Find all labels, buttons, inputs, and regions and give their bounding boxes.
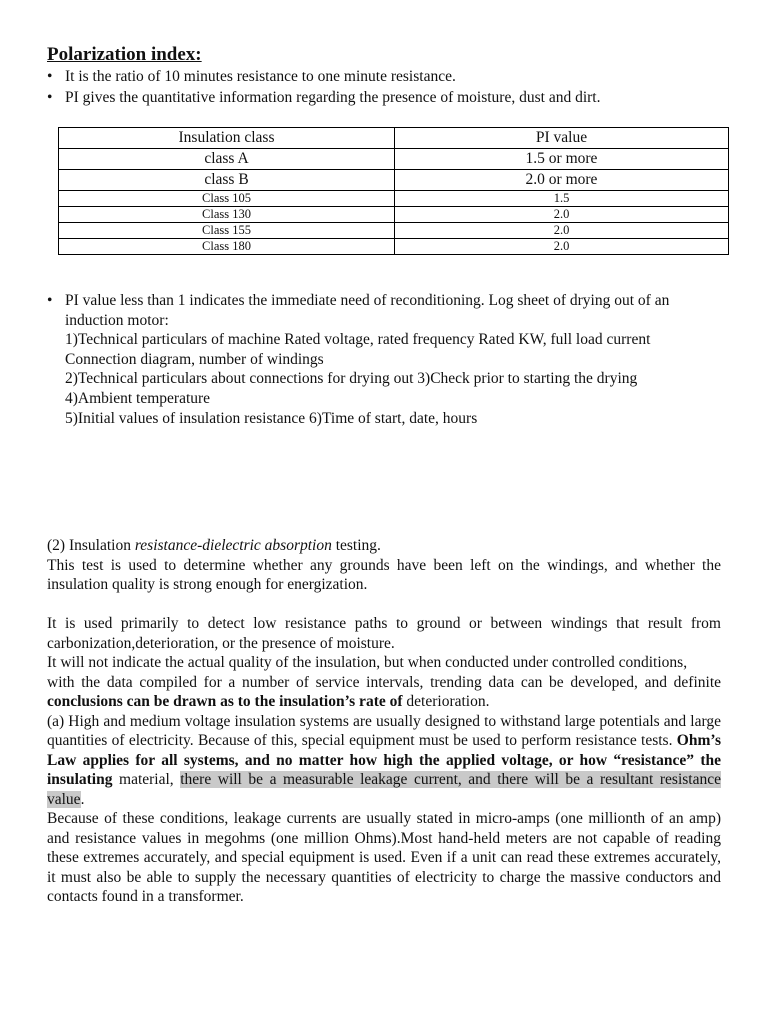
text-span: (a) High and medium voltage insulation systems are usually designed to withstand large potentials and large quantities of electricity. Because of this, special equipment must be used to perform resistance tests.: [47, 712, 721, 749]
paragraph: [47, 673, 721, 712]
list-item: • PI gives the quantitative information regarding the presence of moisture, dust and dirt.: [47, 87, 727, 108]
log-item: 1)Technical particulars of machine Rated voltage, rated frequency Rated KW, full load current Connection diagram, number of windings: [65, 331, 651, 368]
paragraph: It will not indicate the actual quality of the insulation, but when conducted under controlled conditions,: [47, 654, 688, 671]
paragraph: It is used primarily to detect low resistance paths to ground or between windings that result from carbonization,deterioration, or the presence of moisture.: [47, 615, 721, 652]
paragraph-gap: [47, 595, 721, 615]
pi-value-cell: 2.0: [395, 207, 729, 223]
paragraph: Because of these conditions, leakage currents are usually stated in micro-amps (one millionth of an amp) and resistance values in megohms (one million Ohms).Most hand-held meters are not capable of reading these extremes accurately, and special equipment is used. Even if a unit can read these extremes accurately, it must also be able to supply the necessary quantities of electricity to charge the massive conductors and contacts found in a transformer.: [47, 810, 721, 905]
text-span: .: [80, 790, 85, 808]
text-span: with the data compiled for a number of service intervals, trending data can be developed, and definite: [47, 673, 721, 691]
insulation-class-cell: Class 155: [59, 223, 395, 239]
pi-value-cell: 2.0: [395, 223, 729, 239]
table-row: [59, 239, 729, 255]
heading-italic: resistance-dielectric absorption: [134, 537, 332, 554]
pi-value-cell: 1.5 or more: [395, 149, 729, 170]
list-item: • It is the ratio of 10 minutes resistance to one minute resistance.: [47, 66, 727, 87]
heading-prefix: (2) Insulation: [47, 537, 135, 554]
insulation-class-cell: Class 130: [59, 207, 395, 223]
table-header-row: [59, 128, 729, 149]
paragraph: This test is used to determine whether any grounds have been left on the windings, and whether the insulation quality is strong enough for energization.: [47, 556, 721, 593]
log-bullet-intro: • PI value less than 1 indicates the immediate need of reconditioning. Log sheet of drying out of an induction motor:: [65, 292, 670, 329]
list-item: [47, 291, 717, 428]
highlighted-text: there will be a measurable leakage current, and there will be a resultant resistance value: [47, 771, 721, 808]
insulation-class-cell: Class 180: [59, 239, 395, 255]
table-row: [59, 149, 729, 170]
log-sheet-bullet-list: [47, 291, 717, 428]
bold-span: conclusions can be drawn as to the insulation’s rate of: [47, 693, 403, 710]
intro-bullet-list: [47, 66, 727, 108]
log-item: 5)Initial values of insulation resistance 6)Time of start, date, hours: [65, 409, 478, 427]
page-title: Polarization index:: [47, 44, 202, 65]
pi-value-cell: 2.0 or more: [395, 170, 729, 191]
column-header-insulation-class: Insulation class: [59, 128, 395, 149]
pi-value-cell: 1.5: [395, 191, 729, 207]
paragraph: [47, 712, 721, 810]
text-span: deterioration.: [402, 693, 490, 710]
pi-value-table: [58, 127, 729, 255]
table-row: [59, 170, 729, 191]
log-item: 4)Ambient temperature: [65, 389, 211, 407]
insulation-class-cell: class B: [59, 170, 395, 191]
bold-span: Ohm’s Law applies for all systems, and no matter how: [47, 732, 721, 769]
heading-suffix: testing.: [331, 537, 381, 554]
table-row: [59, 207, 729, 223]
insulation-class-cell: class A: [59, 149, 395, 170]
bold-span: high the applied voltage, or how “resistance” the insulating: [47, 751, 721, 788]
insulation-class-cell: Class 105: [59, 191, 395, 207]
log-item: 2)Technical particulars about connections for drying out 3)Check prior to starting the drying: [65, 370, 638, 388]
section-heading: [47, 536, 721, 556]
section-body: [47, 536, 721, 907]
pi-value-cell: 2.0: [395, 239, 729, 255]
text-span: material,: [112, 771, 181, 788]
table-row: [59, 191, 729, 207]
column-header-pi-value: PI value: [395, 128, 729, 149]
table-row: [59, 223, 729, 239]
